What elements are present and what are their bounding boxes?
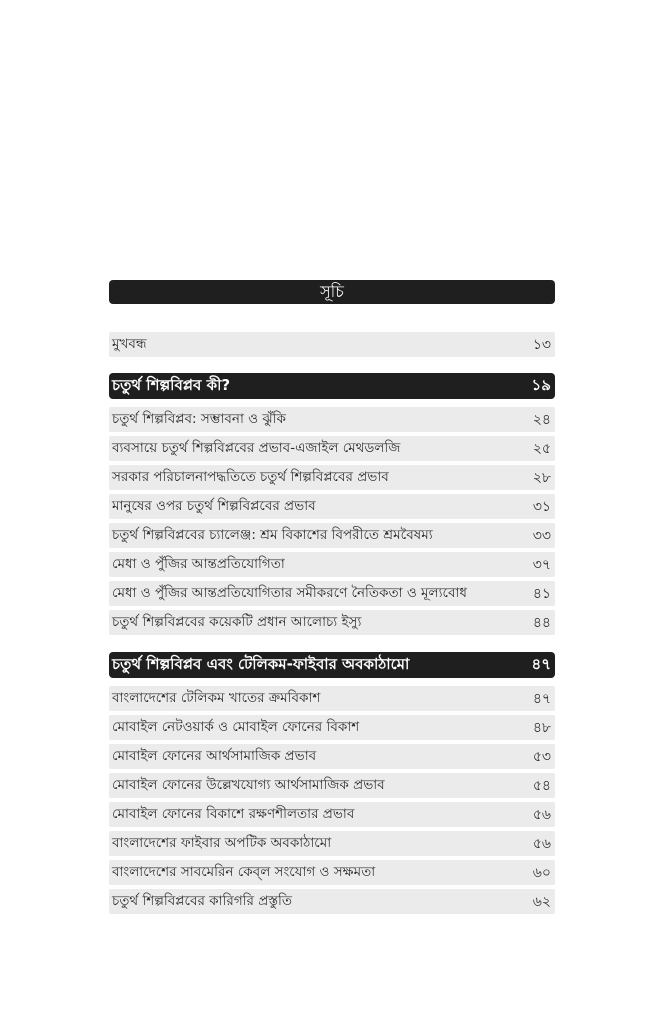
table-of-contents: [109, 280, 555, 910]
section-title: চতুর্থ শিল্পবিপ্লব এবং টেলিকম-ফাইবার অবকাঠামো: [112, 654, 410, 673]
entry-label: সরকার পরিচালনাপদ্ধতিতে চতুর্থ শিল্পবিপ্লবের প্রভাব: [112, 469, 389, 485]
entry-page: ৫৪: [532, 777, 551, 794]
toc-entry[interactable]: [109, 523, 555, 548]
toc-entry[interactable]: [109, 581, 555, 606]
entry-page: ১৩: [532, 336, 551, 353]
toc-entry[interactable]: [109, 831, 555, 856]
toc-entry[interactable]: [109, 744, 555, 769]
entry-label: বাংলাদেশের টেলিকম খাতের ক্রমবিকাশ: [112, 690, 321, 706]
section-header-1[interactable]: [109, 373, 555, 399]
entry-label: মোবাইল ফোনের বিকাশে রক্ষণশীলতার প্রভাব: [112, 806, 355, 822]
entry-label: চতুর্থ শিল্পবিপ্লবের চ্যালেঞ্জ: শ্রম বিকাশের বিপরীতে শ্রমবৈষম্য: [112, 527, 433, 543]
entry-label: ব্যবসায়ে চতুর্থ শিল্পবিপ্লবের প্রভাব-এজাইল মেথডলজি: [112, 440, 401, 456]
entry-page: ৫৬: [532, 835, 551, 852]
entry-label: চতুর্থ শিল্পবিপ্লবের কয়েকটি প্রধান আলোচ্য ইস্যু: [112, 614, 362, 630]
toc-entry[interactable]: [109, 407, 555, 432]
entry-page: ২৮: [532, 469, 551, 486]
entry-page: ৪৮: [532, 719, 551, 736]
entry-label: চতুর্থ শিল্পবিপ্লবের কারিগরি প্রস্তুতি: [112, 893, 293, 909]
toc-entry[interactable]: [109, 436, 555, 461]
toc-entry[interactable]: [109, 773, 555, 798]
entry-label: মানুষের ওপর চতুর্থ শিল্পবিপ্লবের প্রভাব: [112, 498, 316, 514]
entry-label: মোবাইল ফোনের আর্থসামাজিক প্রভাব: [112, 748, 317, 764]
entry-label: বাংলাদেশের সাবমেরিন কেব্‌ল সংযোগ ও সক্ষমতা: [112, 864, 376, 880]
entry-label: বাংলাদেশের ফাইবার অপটিক অবকাঠামো: [112, 835, 332, 851]
entry-page: ২৫: [532, 440, 551, 457]
toc-entry[interactable]: [109, 889, 555, 914]
toc-entry[interactable]: [109, 494, 555, 519]
entry-label: চতুর্থ শিল্পবিপ্লব: সম্ভাবনা ও ঝুঁকি: [112, 411, 286, 427]
toc-entry-preface[interactable]: [109, 332, 555, 357]
section-title: চতুর্থ শিল্পবিপ্লব কী?: [112, 375, 231, 394]
entry-label: মেধা ও পুঁজির আন্তপ্রতিযোগিতা: [112, 556, 285, 572]
section-page: ৪৭: [531, 654, 551, 673]
entry-page: ৩৩: [532, 527, 551, 544]
toc-entry[interactable]: [109, 465, 555, 490]
entry-page: ২৪: [532, 411, 551, 428]
entry-label: মুখবন্ধ: [112, 336, 147, 352]
entry-page: ৫৩: [532, 748, 551, 765]
entry-label: মেধা ও পুঁজির আন্তপ্রতিযোগিতার সমীকরণে নৈতিকতা ও মূল্যবোধ: [112, 585, 467, 601]
entry-page: ৬০: [532, 864, 551, 881]
entry-page: ৬২: [532, 893, 551, 910]
entry-label: মোবাইল ফোনের উল্লেখযোগ্য আর্থসামাজিক প্রভাব: [112, 777, 385, 793]
entry-page: ৪১: [532, 585, 551, 602]
toc-entry[interactable]: [109, 686, 555, 711]
toc-title: সূচি: [320, 282, 344, 301]
toc-entry[interactable]: [109, 552, 555, 577]
entry-page: ৩১: [532, 498, 551, 515]
toc-entry[interactable]: [109, 860, 555, 885]
entry-page: ৩৭: [532, 556, 551, 573]
toc-entry[interactable]: [109, 802, 555, 827]
entry-label: মোবাইল নেটওয়ার্ক ও মোবাইল ফোনের বিকাশ: [112, 719, 360, 735]
toc-entry[interactable]: [109, 715, 555, 740]
toc-entry[interactable]: [109, 610, 555, 635]
entry-page: ৫৬: [532, 806, 551, 823]
entry-page: ৪৭: [532, 690, 551, 707]
section-page: ১৯: [531, 375, 551, 394]
section-header-2[interactable]: [109, 652, 555, 678]
entry-page: ৪৪: [532, 614, 551, 631]
toc-title-bar: [109, 280, 555, 304]
